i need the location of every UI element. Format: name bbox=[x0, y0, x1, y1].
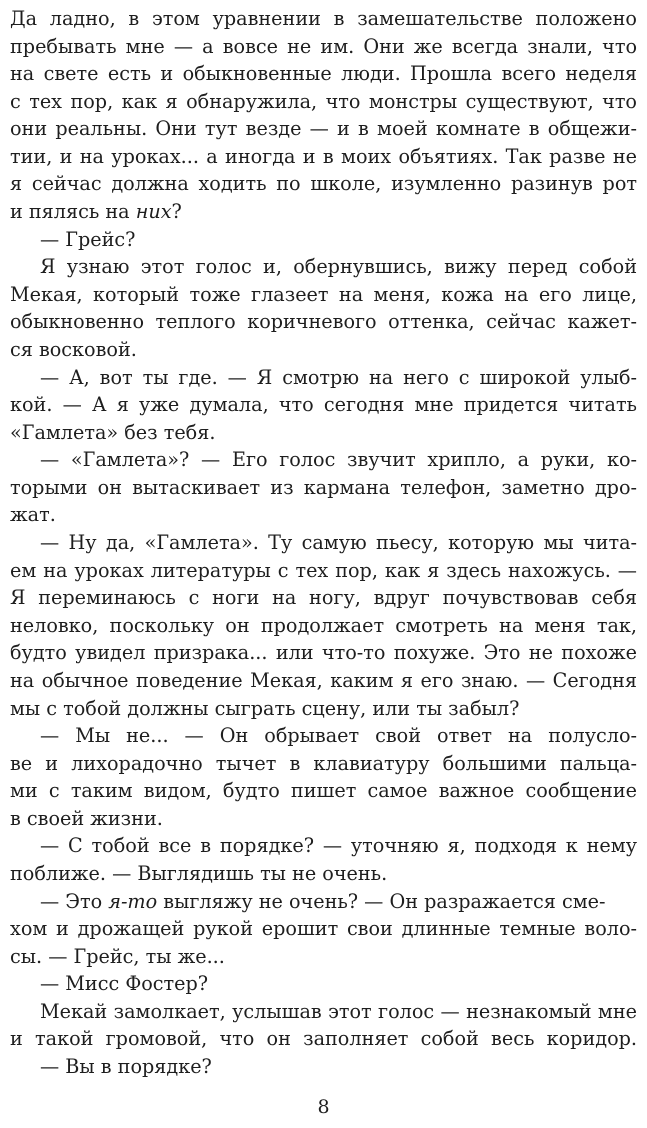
text-line: торыми он вытаскивает из кармана телефон, заметно дро- bbox=[10, 476, 637, 499]
text-line: жат. bbox=[10, 503, 56, 526]
text-line: я сейчас должна ходить по школе, изумленно разинув рот bbox=[10, 172, 637, 195]
text-line: пребывать мне — а вовсе не им. Они же всегда знали, что bbox=[10, 35, 637, 58]
text-line: — Вы в порядке? bbox=[40, 1055, 212, 1078]
text-line: ем на уроках литературы с тех пор, как я здесь нахожусь. — bbox=[10, 559, 637, 582]
text-line: на свете есть и обыкновенные люди. Прошла всего неделя bbox=[10, 62, 637, 85]
text-line: сы. — Грейс, ты же... bbox=[10, 945, 225, 968]
italic-word: я-то bbox=[108, 890, 158, 913]
text-line: — Грейс? bbox=[40, 228, 136, 251]
text-line: Мекая, который тоже глазеет на меня, кожа на его лице, bbox=[10, 283, 637, 306]
text-line: мы с тобой должны сыграть сцену, или ты забыл? bbox=[10, 697, 520, 720]
text-line bbox=[40, 889, 606, 915]
text-line: Мекай замолкает, услышав этот голос — незнакомый мне bbox=[40, 1000, 637, 1023]
text-line: Я узнаю этот голос и, обернувшись, вижу перед собой bbox=[40, 255, 637, 278]
text-line: — С тобой все в порядке? — уточняю я, подходя к нему bbox=[40, 834, 637, 857]
text-line: будто увидел призрака... или что-то похуже. Это не похоже bbox=[10, 641, 637, 664]
text-line: Я переминаюсь с ноги на ногу, вдруг почувствовав себя bbox=[10, 586, 637, 609]
text-line: поближе. — Выглядишь ты не очень. bbox=[10, 862, 388, 885]
text-line: обыкновенно теплого коричневого оттенка, сейчас кажет- bbox=[10, 310, 637, 333]
text-line: — А, вот ты где. — Я смотрю на него с широкой улыб- bbox=[40, 366, 637, 389]
text-line: — «Гамлета»? — Его голос звучит хрипло, а руки, ко- bbox=[40, 448, 637, 471]
text-segment: выгляжу не очень? — Он разражается сме- bbox=[157, 890, 606, 913]
text-segment: — Это bbox=[40, 890, 109, 913]
text-segment: ? bbox=[171, 200, 182, 223]
text-line: с тех пор, как я обнаружила, что монстры существуют, что bbox=[10, 90, 637, 113]
text-line: кой. — А я уже думала, что сегодня мне придется читать bbox=[10, 393, 637, 416]
text-line: — Ну да, «Гамлета». Ту самую пьесу, которую мы чита- bbox=[40, 531, 637, 554]
text-line: они реальны. Они тут везде — и в моей комнате в общежи- bbox=[10, 117, 637, 140]
text-line: «Гамлета» без тебя. bbox=[10, 421, 216, 444]
text-line bbox=[10, 199, 182, 225]
text-line: ся восковой. bbox=[10, 338, 137, 361]
text-line: ве и лихорадочно тычет в клавиатуру большими пальца- bbox=[10, 752, 637, 775]
text-line: на обычное поведение Мекая, каким я его знаю. — Сегодня bbox=[10, 669, 637, 692]
text-line: ми с таким видом, будто пишет самое важное сообщение bbox=[10, 779, 637, 802]
italic-word: них bbox=[135, 200, 172, 223]
text-line: хом и дрожащей рукой ерошит свои длинные темные воло- bbox=[10, 917, 637, 940]
text-line: тии, и на уроках... а иногда и в моих объятиях. Так разве не bbox=[10, 145, 637, 168]
text-line: — Мы не... — Он обрывает свой ответ на полусло- bbox=[40, 724, 637, 747]
text-line: и такой громовой, что он заполняет собой весь коридор. bbox=[10, 1027, 637, 1050]
text-line: в своей жизни. bbox=[10, 807, 163, 830]
text-line: неловко, поскольку он продолжает смотреть на меня так, bbox=[10, 614, 637, 637]
page-number: 8 bbox=[317, 1096, 330, 1118]
text-line: Да ладно, в этом уравнении в замешательстве положено bbox=[10, 7, 637, 30]
text-segment: и пялясь на bbox=[10, 200, 136, 223]
text-line: — Мисс Фостер? bbox=[40, 972, 209, 995]
